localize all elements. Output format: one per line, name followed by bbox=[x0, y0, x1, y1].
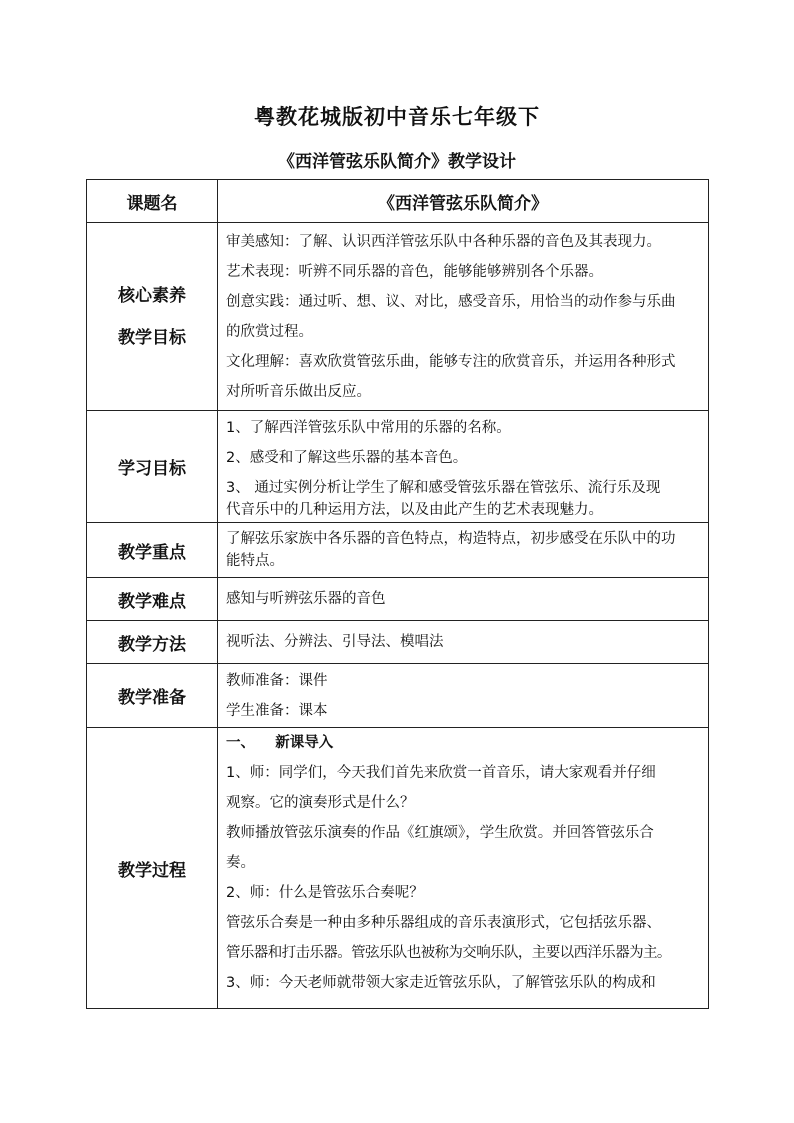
table-row-difficulty bbox=[87, 578, 709, 621]
prep-line: 学生准备：课本 bbox=[226, 702, 328, 719]
table-row-key bbox=[87, 523, 709, 578]
process-line: 管乐器和打击乐器。管弦乐队也被称为交响乐队，主要以西洋乐器为主。 bbox=[226, 945, 671, 961]
core-line: 对所听音乐做出反应。 bbox=[226, 383, 371, 400]
label-process: 教学过程 bbox=[87, 728, 218, 1009]
prep-line: 教师准备：课件 bbox=[226, 672, 328, 689]
key-line: 了解弦乐家族中各乐器的音色特点，构造特点，初步感受在乐队中的功 bbox=[226, 531, 676, 547]
study-line: 3、 通过实例分析让学生了解和感受管弦乐器在管弦乐、流行乐及现 bbox=[226, 479, 661, 496]
key-content bbox=[218, 523, 709, 578]
core-line: 审美感知：了解、认识西洋管弦乐队中各种乐器的音色及其表现力。 bbox=[226, 233, 661, 250]
process-line: 1、师：同学们，今天我们首先来欣赏一首音乐，请大家观看并仔细 bbox=[226, 765, 656, 781]
core-content bbox=[218, 223, 709, 411]
study-line: 1、了解西洋管弦乐队中常用的乐器的名称。 bbox=[226, 419, 511, 436]
process-line: 管弦乐合奏是一种由多种乐器组成的音乐表演形式，它包括弦乐器、 bbox=[226, 915, 661, 931]
process-line: 观察。它的演奏形式是什么？ bbox=[226, 795, 415, 811]
label-core bbox=[87, 223, 218, 411]
difficulty-content: 感知与听辨弦乐器的音色 bbox=[218, 578, 709, 621]
core-line: 艺术表现：听辨不同乐器的音色，能够能够辨别各个乐器。 bbox=[226, 263, 603, 280]
process-heading: 一、 新课导入 bbox=[226, 735, 334, 751]
core-line: 文化理解：喜欢欣赏管弦乐曲，能够专注的欣赏音乐，并运用各种形式 bbox=[226, 353, 676, 370]
label-study: 学习目标 bbox=[87, 411, 218, 523]
core-line: 的欣赏过程。 bbox=[226, 323, 313, 340]
label-method: 教学方法 bbox=[87, 621, 218, 664]
lesson-plan-table bbox=[86, 179, 709, 1009]
label-core-line-2: 教学目标 bbox=[118, 327, 186, 348]
topic-value: 《西洋管弦乐队简介》 bbox=[218, 180, 709, 223]
study-content bbox=[218, 411, 709, 523]
study-line: 代音乐中的几种运用方法，以及由此产生的艺术表现魅力。 bbox=[226, 501, 603, 518]
label-key: 教学重点 bbox=[87, 523, 218, 578]
process-line: 奏。 bbox=[226, 855, 255, 871]
table-row-header bbox=[87, 180, 709, 223]
table-row-prep bbox=[87, 664, 709, 728]
key-line: 能特点。 bbox=[226, 553, 284, 569]
core-line: 创意实践：通过听、想、议、对比，感受音乐，用恰当的动作参与乐曲 bbox=[226, 293, 676, 310]
document-subtitle: 《西洋管弦乐队简介》教学设计 bbox=[278, 152, 516, 172]
label-prep: 教学准备 bbox=[87, 664, 218, 728]
method-content: 视听法、分辨法、引导法、模唱法 bbox=[218, 621, 709, 664]
process-line: 教师播放管弦乐演奏的作品《红旗颂》，学生欣赏。并回答管弦乐合 bbox=[226, 825, 654, 841]
prep-content bbox=[218, 664, 709, 728]
process-line: 3、师：今天老师就带领大家走近管弦乐队，了解管弦乐队的构成和 bbox=[226, 975, 656, 991]
label-core-line-1: 核心素养 bbox=[118, 285, 186, 306]
document-title: 粤教花城版初中音乐七年级下 bbox=[254, 104, 540, 129]
table-row-study bbox=[87, 411, 709, 523]
label-topic: 课题名 bbox=[87, 180, 218, 223]
table-row-method bbox=[87, 621, 709, 664]
study-line: 2、感受和了解这些乐器的基本音色。 bbox=[226, 449, 468, 466]
table-row-process bbox=[87, 728, 709, 1009]
table-row-core bbox=[87, 223, 709, 411]
process-content bbox=[218, 728, 709, 1009]
label-difficulty: 教学难点 bbox=[87, 578, 218, 621]
process-line: 2、师：什么是管弦乐合奏呢？ bbox=[226, 885, 424, 901]
